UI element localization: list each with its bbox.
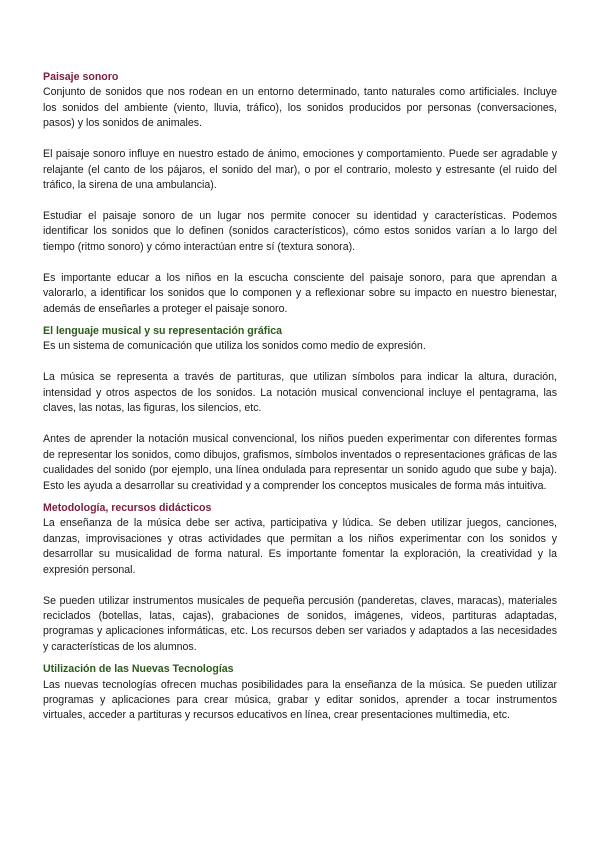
paragraph-gap <box>43 578 557 594</box>
paragraph: Es importante educar a los niños en la escucha consciente del paisaje sonoro, para que aprendan a valorarlo, a identificar los sonidos que lo componen y a reflexionar sobre su impacto en nuestro bienestar, además de enseñarles a proteger el paisaje sonoro. <box>43 271 557 315</box>
section-gap <box>43 494 557 501</box>
section-heading: Paisaje sonoro <box>43 71 119 83</box>
paragraph: Estudiar el paisaje sonoro de un lugar nos permite conocer su identidad y características. Podemos identificar los sonidos que lo definen (sonidos característicos), cómo estos sonidos varían a lo largo del tiempo (ritmo sonoro) y cómo interactúan entre sí (textura sonora). <box>43 210 557 253</box>
section-gap <box>43 317 557 324</box>
paragraph-gap <box>43 132 557 148</box>
section-heading: El lenguaje musical y su representación gráfica <box>43 325 283 338</box>
paragraph: Conjunto de sonidos que nos rodean en un entorno determinado, tanto naturales como artificiales. Incluye los sonidos del ambiente (viento, lluvia, tráfico), los sonidos producidos por personas (conversaciones, pasos) y los sonidos de animales. <box>43 86 557 130</box>
paragraph-gap <box>43 193 557 209</box>
section-heading: Metodología, recursos didácticos <box>43 501 212 514</box>
section <box>43 501 557 655</box>
paragraph: La música se representa a través de partituras, que utilizan símbolos para indicar la altura, duración, intensidad y otros aspectos de los sonidos. La notación musical convencional incluye el pentagrama, las claves, las notas, las figuras, los silencios, etc. <box>43 371 557 415</box>
document-body <box>43 70 557 724</box>
paragraph-gap <box>43 355 557 371</box>
section-heading: Utilización de las Nuevas Tecnologías <box>43 663 234 676</box>
paragraph: La enseñanza de la música debe ser activa, participativa y lúdica. Se deben utilizar juegos, canciones, danzas, improvisaciones y otras actividades que permitan a los niños experimentar con los sonidos y desarrollar su musicalidad de forma natural. Es importante fomentar la exploración, la creatividad y la expresión personal. <box>43 517 557 576</box>
paragraph: Es un sistema de comunicación que utiliza los sonidos como medio de expresión. <box>43 340 426 353</box>
section <box>43 324 557 494</box>
paragraph: Se pueden utilizar instrumentos musicales de pequeña percusión (panderetas, claves, maracas), materiales reciclados (botellas, latas, cajas), grabaciones de sonidos, imágenes, videos, partituras adaptadas, programas y aplicaciones informáticas, etc. Los recursos deben ser variados y adaptados a las necesidades y características de los alumnos. <box>43 594 557 653</box>
section <box>43 70 557 317</box>
section-gap <box>43 655 557 662</box>
paragraph: Antes de aprender la notación musical convencional, los niños pueden experimentar con diferentes formas de representar los sonidos, como dibujos, grafismos, símbolos inventados o representaciones gráficas de las cualidades del sonido (por ejemplo, una línea ondulada para representar un sonido agudo que sube y baja). Esto les ayuda a desarrollar su creatividad y a comprender los conceptos musicales de forma más intuitiva. <box>43 433 557 492</box>
paragraph-gap <box>43 255 557 271</box>
paragraph: Las nuevas tecnologías ofrecen muchas posibilidades para la enseñanza de la música. Se pueden utilizar programas y aplicaciones para crear música, grabar y editar sonidos, aprender a tocar instrumentos virtuales, acceder a partituras y recursos educativos en línea, crear presentaciones multimedia, etc. <box>43 678 557 722</box>
section <box>43 662 557 724</box>
paragraph: El paisaje sonoro influye en nuestro estado de ánimo, emociones y comportamiento. Puede ser agradable y relajante (el canto de los pájaros, el sonido del mar), o por el contrario, molesto y estresante (el ruido del tráfico, la sirena de una ambulancia). <box>43 148 557 192</box>
paragraph-gap <box>43 417 557 433</box>
